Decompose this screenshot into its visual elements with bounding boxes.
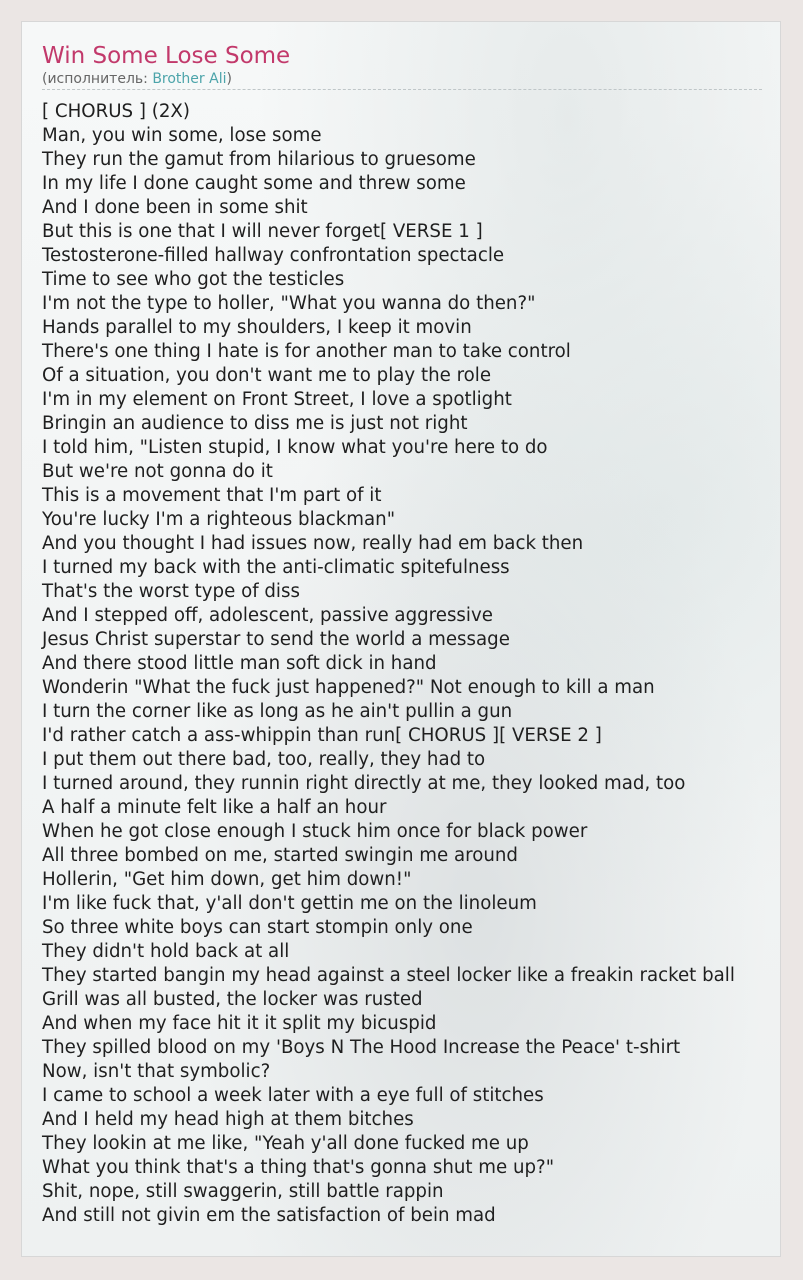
lyric-line: I'd rather catch a ass-whippin than run[ CHORUS ][ VERSE 2 ] bbox=[42, 725, 602, 746]
lyric-line: There's one thing I hate is for another man to take control bbox=[42, 341, 571, 362]
lyric-line: But we're not gonna do it bbox=[42, 461, 273, 482]
lyric-line: Bringin an audience to diss me is just not right bbox=[42, 413, 468, 434]
artist-prefix: (исполнитель: bbox=[42, 71, 153, 87]
lyric-line: Jesus Christ superstar to send the world a message bbox=[42, 629, 510, 650]
lyric-line: They started bangin my head against a steel locker like a freakin racket ball bbox=[42, 965, 735, 986]
lyric-line: Of a situation, you don't want me to play the role bbox=[42, 365, 492, 386]
lyric-line: A half a minute felt like a half an hour bbox=[42, 797, 387, 818]
lyric-line: But this is one that I will never forget[ VERSE 1 ] bbox=[42, 221, 483, 242]
artist-link[interactable]: Brother Ali bbox=[152, 71, 227, 87]
lyric-line: Hollerin, "Get him down, get him down!" bbox=[42, 869, 412, 890]
lyric-line: They spilled blood on my 'Boys N The Hood Increase the Peace' t-shirt bbox=[42, 1037, 681, 1058]
lyric-line: All three bombed on me, started swingin me around bbox=[42, 845, 518, 866]
lyric-line: And when my face hit it it split my bicuspid bbox=[42, 1013, 437, 1034]
lyrics-card bbox=[21, 21, 781, 1257]
lyric-line: When he got close enough I stuck him once for black power bbox=[42, 821, 588, 842]
lyric-line: I put them out there bad, too, really, they had to bbox=[42, 749, 486, 770]
lyric-line: Shit, nope, still swaggerin, still battle rappin bbox=[42, 1181, 444, 1202]
lyric-line: And still not givin em the satisfaction of bein mad bbox=[42, 1205, 496, 1226]
lyric-line: I'm in my element on Front Street, I love a spotlight bbox=[42, 389, 512, 410]
lyric-line: I'm like fuck that, y'all don't gettin me on the linoleum bbox=[42, 893, 537, 914]
title-divider bbox=[42, 89, 762, 90]
lyric-line: And I done been in some shit bbox=[42, 197, 308, 218]
lyric-line: I turned around, they runnin right directly at me, they looked mad, too bbox=[42, 773, 686, 794]
lyric-line: I'm not the type to holler, "What you wanna do then?" bbox=[42, 293, 536, 314]
lyric-line: And you thought I had issues now, really had em back then bbox=[42, 533, 584, 554]
lyric-line: Hands parallel to my shoulders, I keep it movin bbox=[42, 317, 472, 338]
artist-suffix: ) bbox=[226, 71, 232, 87]
lyric-line: I came to school a week later with a eye full of stitches bbox=[42, 1085, 544, 1106]
lyric-line: Time to see who got the testicles bbox=[42, 269, 345, 290]
lyric-line: Wonderin "What the fuck just happened?" Not enough to kill a man bbox=[42, 677, 655, 698]
lyrics-text bbox=[42, 100, 781, 1228]
lyric-line: Man, you win some, lose some bbox=[42, 125, 322, 146]
lyric-line: They lookin at me like, "Yeah y'all done fucked me up bbox=[42, 1133, 529, 1154]
lyric-line: I told him, "Listen stupid, I know what you're here to do bbox=[42, 437, 548, 458]
lyric-line: So three white boys can start stompin only one bbox=[42, 917, 473, 938]
lyric-line: I turn the corner like as long as he ain't pullin a gun bbox=[42, 701, 513, 722]
lyric-line: This is a movement that I'm part of it bbox=[42, 485, 382, 506]
lyric-line: And there stood little man soft dick in hand bbox=[42, 653, 437, 674]
lyric-line: Now, isn't that symbolic? bbox=[42, 1061, 271, 1082]
lyric-line: They run the gamut from hilarious to gruesome bbox=[42, 149, 476, 170]
lyric-line: In my life I done caught some and threw some bbox=[42, 173, 466, 194]
lyric-line: And I held my head high at them bitches bbox=[42, 1109, 414, 1130]
lyric-line: [ CHORUS ] (2X) bbox=[42, 101, 190, 122]
lyric-line: I turned my back with the anti-climatic spitefulness bbox=[42, 557, 510, 578]
lyric-line: What you think that's a thing that's gonna shut me up?" bbox=[42, 1157, 555, 1178]
artist-line bbox=[42, 71, 232, 88]
lyric-line: They didn't hold back at all bbox=[42, 941, 290, 962]
lyric-line: And I stepped off, adolescent, passive aggressive bbox=[42, 605, 493, 626]
song-title: Win Some Lose Some bbox=[42, 43, 291, 69]
lyric-line: That's the worst type of diss bbox=[42, 581, 300, 602]
lyric-line: Testosterone-filled hallway confrontation spectacle bbox=[42, 245, 505, 266]
lyric-line: You're lucky I'm a righteous blackman" bbox=[42, 509, 396, 530]
lyric-line: Grill was all busted, the locker was rusted bbox=[42, 989, 423, 1010]
